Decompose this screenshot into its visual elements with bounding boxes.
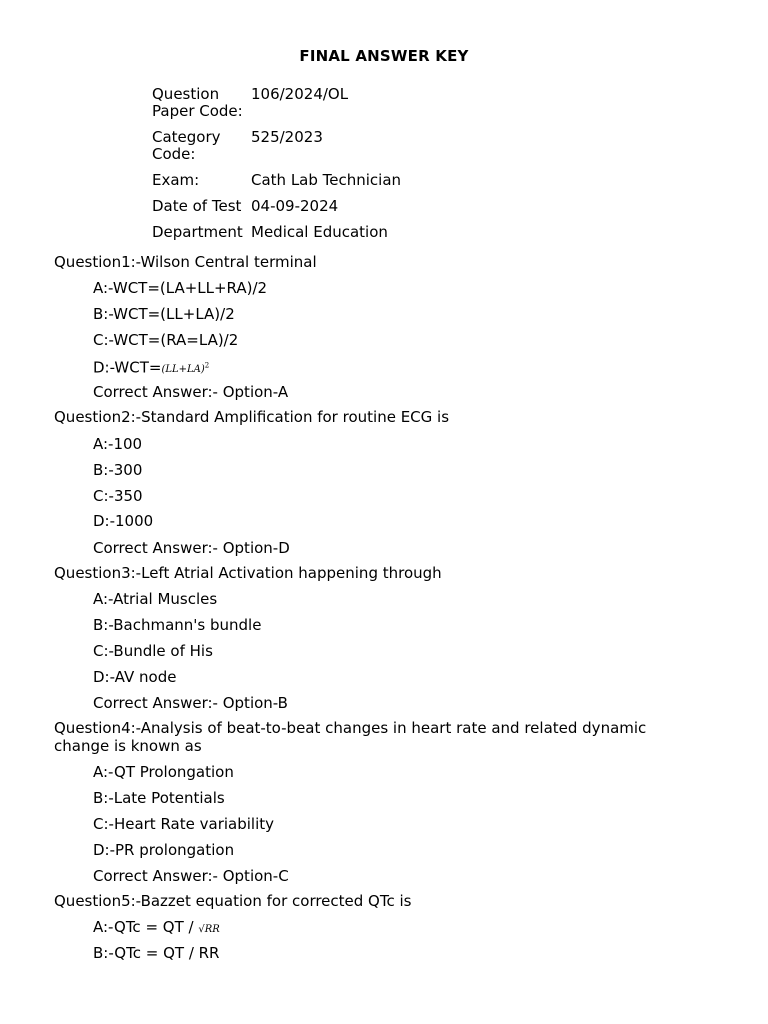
option-b: B:-Late Potentials xyxy=(93,789,225,807)
question-text: Question1:-Wilson Central terminal xyxy=(54,253,317,271)
question-5-option-a xyxy=(54,918,694,939)
meta-label: Category Code: xyxy=(152,128,221,163)
question-2-option-b xyxy=(54,461,694,479)
exam-details-table xyxy=(148,86,405,241)
correct-answer: Correct Answer:- Option-C xyxy=(93,867,289,885)
question-1-option-d xyxy=(54,357,694,379)
question-2-answer xyxy=(54,539,694,557)
question-3-answer xyxy=(54,694,694,712)
option-c: C:-350 xyxy=(93,487,143,505)
option-b: B:-WCT=(LL+LA)/2 xyxy=(93,305,235,323)
option-c: C:-Heart Rate variability xyxy=(93,815,274,833)
formula-image: √RR xyxy=(198,924,220,935)
correct-answer: Correct Answer:- Option-B xyxy=(93,694,288,712)
option-a: A:-100 xyxy=(93,435,143,453)
meta-value: Medical Education xyxy=(251,223,388,241)
question-1-option-b xyxy=(54,305,694,323)
meta-label: Question Paper Code: xyxy=(152,85,243,120)
option-d: D:-1000 xyxy=(93,512,154,530)
correct-answer: Correct Answer:- Option-A xyxy=(93,383,289,401)
meta-value: 106/2024/OL xyxy=(251,85,349,103)
meta-value: 04-09-2024 xyxy=(251,197,339,215)
meta-row-exam xyxy=(152,172,401,198)
option-d: D:-AV node xyxy=(93,668,177,686)
option-d xyxy=(54,357,694,379)
option-c: C:-WCT=(RA=LA)/2 xyxy=(93,331,239,349)
question-2-option-a xyxy=(54,435,694,453)
formula-text: (LL+LA) xyxy=(161,364,205,376)
document-title: FINAL ANSWER KEY xyxy=(299,47,469,65)
question-text: Question2:-Standard Amplification for routine ECG is xyxy=(54,408,450,426)
question-5-option-b xyxy=(54,944,694,962)
question-2-option-d xyxy=(54,512,694,530)
meta-row-category-code xyxy=(152,129,401,172)
correct-answer: Correct Answer:- Option-D xyxy=(93,539,290,557)
question-3 xyxy=(54,564,694,582)
question-text: Question5:-Bazzet equation for corrected QTc is xyxy=(54,892,412,910)
question-2-option-c xyxy=(54,487,694,505)
question-1-option-a xyxy=(54,279,694,297)
option-a-prefix: A:-QTc = QT / xyxy=(93,918,199,936)
question-1-answer xyxy=(54,383,694,401)
meta-row-department xyxy=(152,224,401,241)
option-d-prefix: D:-WCT= xyxy=(93,358,162,377)
question-4 xyxy=(54,719,694,755)
meta-value: Cath Lab Technician xyxy=(251,171,402,189)
meta-label: Department xyxy=(152,223,243,241)
meta-row-question-paper-code xyxy=(152,86,401,129)
option-a: A:-Atrial Muscles xyxy=(93,590,218,608)
question-4-option-c xyxy=(54,815,694,833)
question-text: Question4:-Analysis of beat-to-beat changes in heart rate and related dynamic change is known as xyxy=(54,719,647,755)
question-3-option-b xyxy=(54,616,694,634)
question-5 xyxy=(54,892,694,910)
question-4-option-a xyxy=(54,763,694,781)
meta-label: Date of Test xyxy=(152,197,242,215)
formula-exponent: 2 xyxy=(204,362,210,370)
option-c: C:-Bundle of His xyxy=(93,642,213,660)
option-d: D:-PR prolongation xyxy=(93,841,235,859)
option-b: B:-QTc = QT / RR xyxy=(93,944,220,962)
option-b: B:-Bachmann's bundle xyxy=(93,616,262,634)
question-text: Question3:-Left Atrial Activation happening through xyxy=(54,564,442,582)
question-1-option-c xyxy=(54,331,694,349)
option-a: A:-WCT=(LA+LL+RA)/2 xyxy=(93,279,268,297)
option-a xyxy=(54,918,694,939)
option-b: B:-300 xyxy=(93,461,143,479)
question-2 xyxy=(54,408,694,426)
question-4-option-d xyxy=(54,841,694,859)
question-3-option-a xyxy=(54,590,694,608)
question-4-answer xyxy=(54,867,694,885)
meta-label: Exam: xyxy=(152,171,200,189)
formula-image xyxy=(161,364,209,375)
meta-value: 525/2023 xyxy=(251,128,323,146)
question-3-option-c xyxy=(54,642,694,660)
meta-row-date-of-test xyxy=(152,198,401,224)
question-1 xyxy=(54,253,694,271)
option-a: A:-QT Prolongation xyxy=(93,763,234,781)
question-4-option-b xyxy=(54,789,694,807)
question-3-option-d xyxy=(54,668,694,686)
